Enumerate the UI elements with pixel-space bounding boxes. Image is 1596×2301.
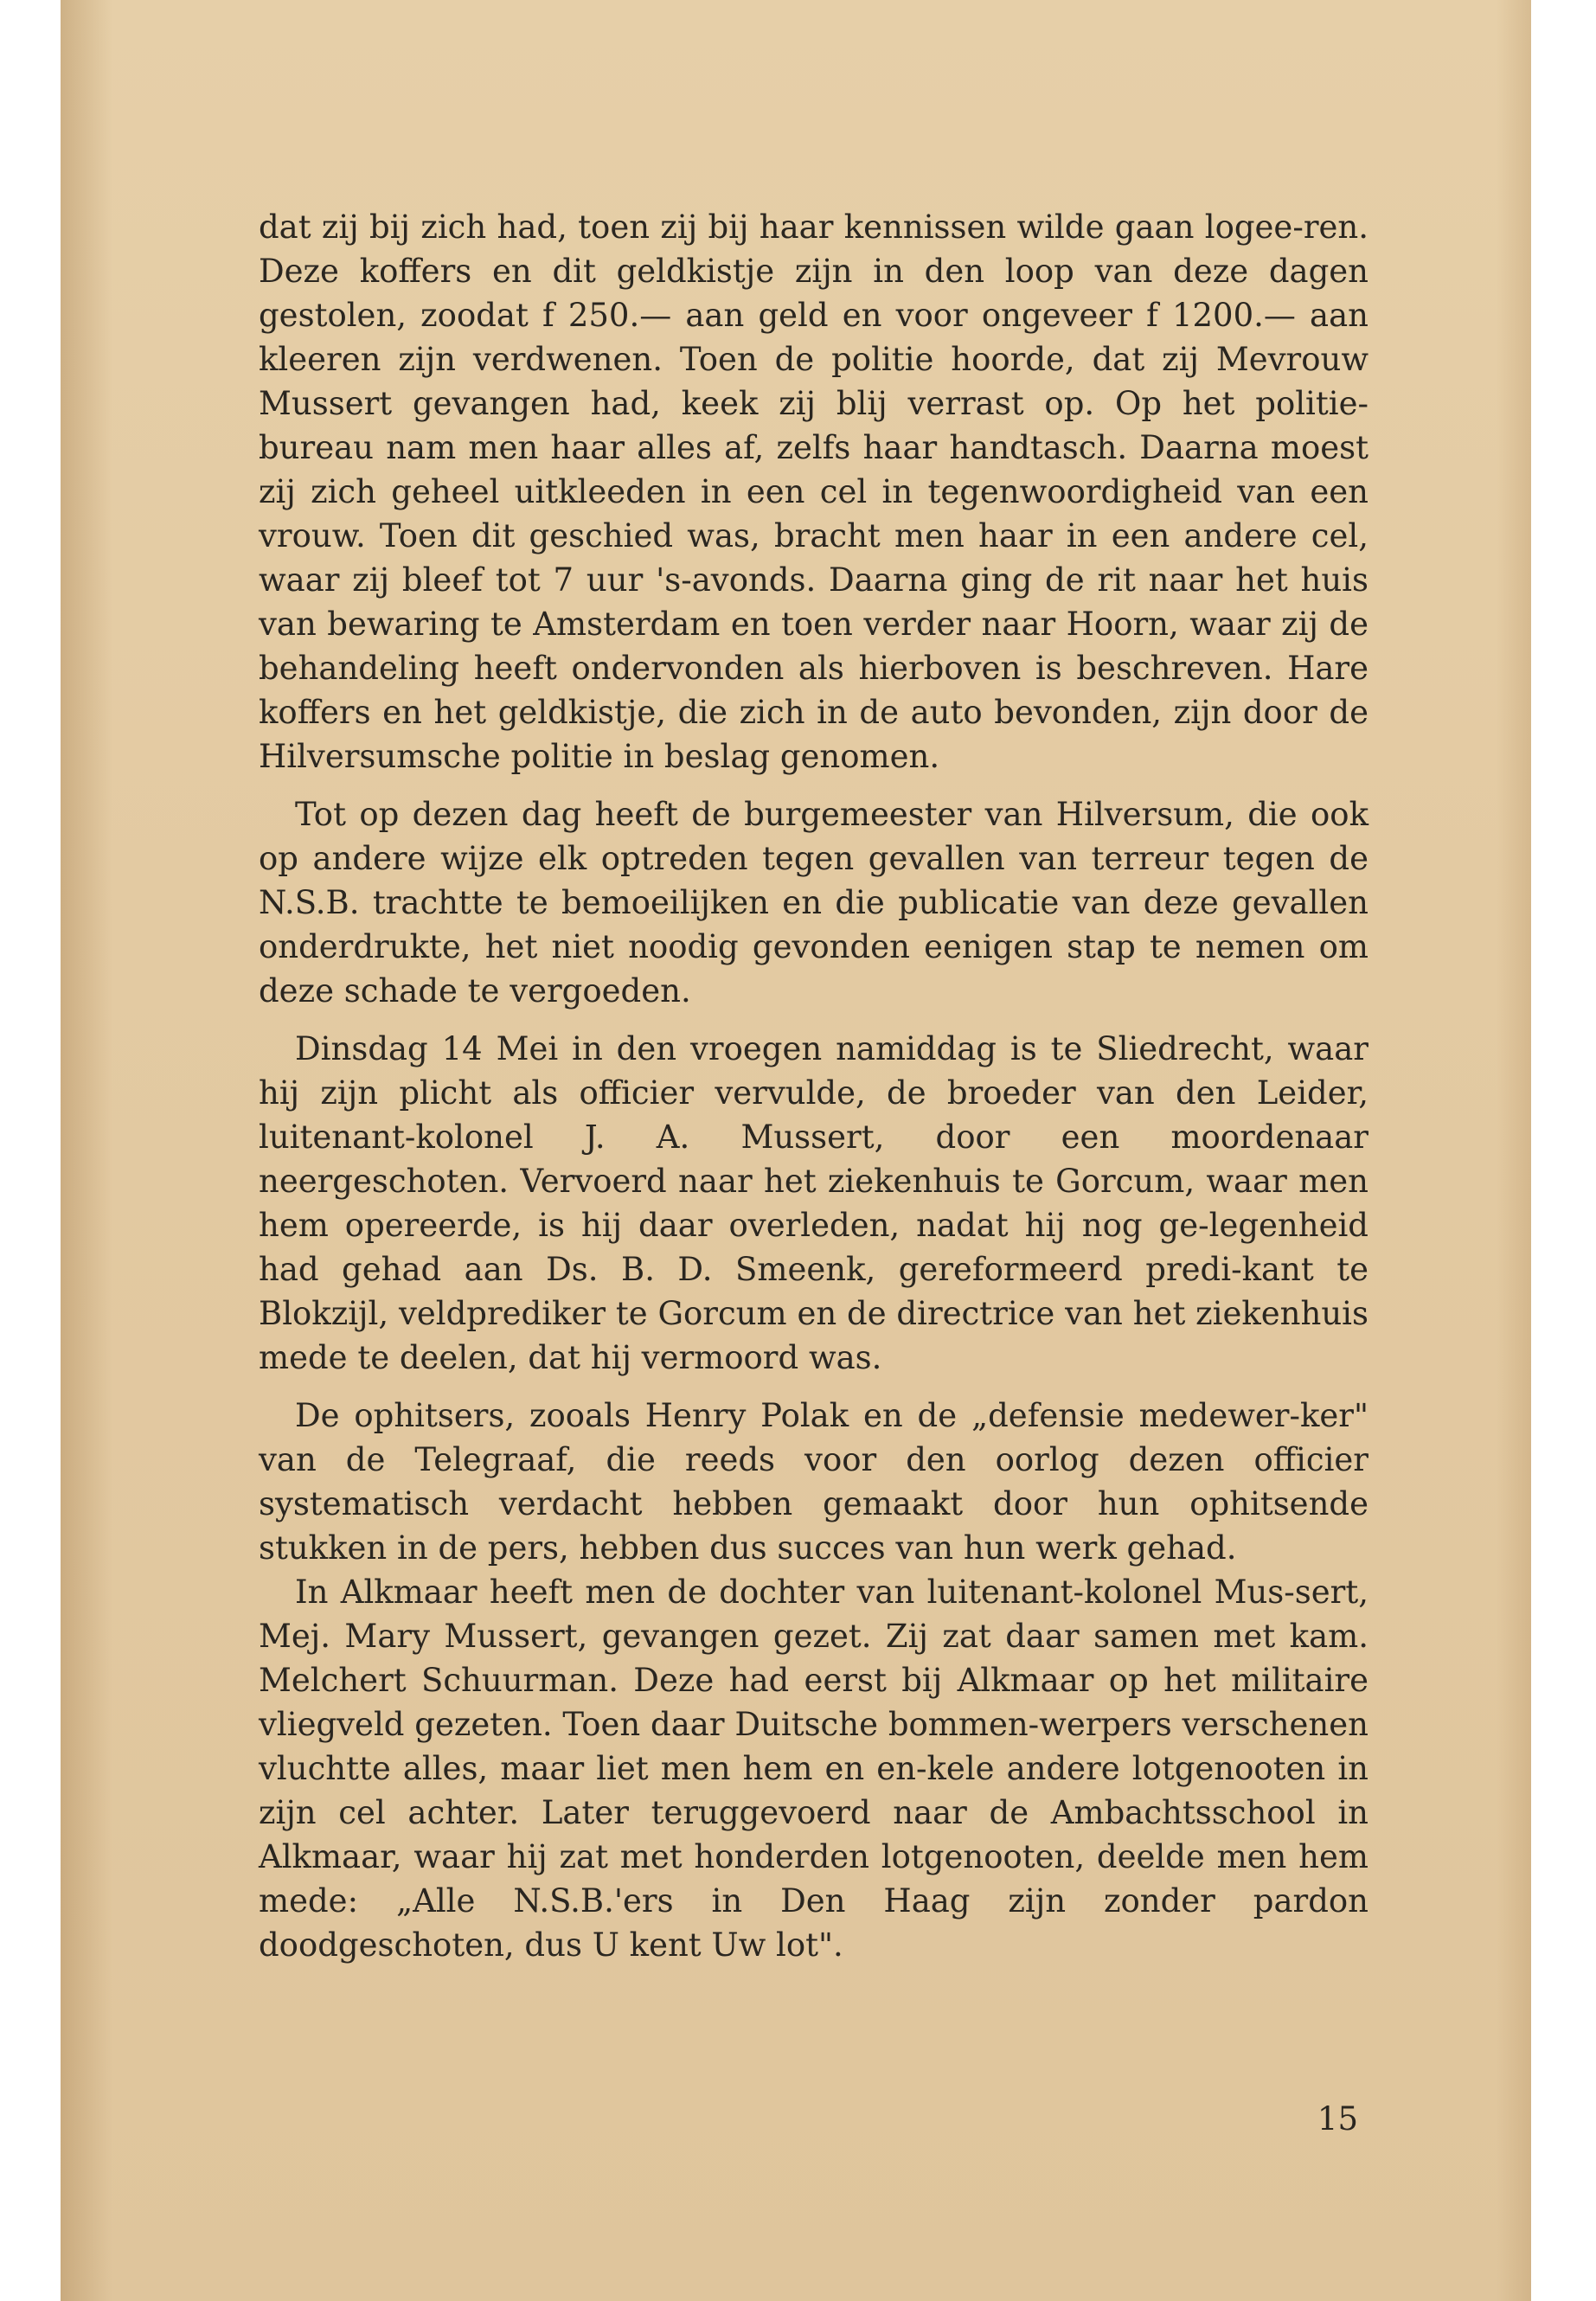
- book-page: [61, 0, 1531, 2301]
- paragraph-2: Tot op dezen dag heeft de burgemeester van Hilversum, die ook op andere wijze elk optreden tegen gevallen van terreur tegen de N.S.B. trachtte te bemoeilijken en die publicatie van deze gevallen onderdrukte, het niet noodig gevonden eenigen stap te nemen om deze schade te vergoeden.: [259, 796, 1368, 1009]
- paragraph-1: dat zij bij zich had, toen zij bij haar kennissen wilde gaan logee-ren. Deze koffers en dit geldkistje zijn in den loop van deze dagen gestolen, zoodat f 250.— aan geld en voor ongeveer f 1200.— aan kleeren zijn verdwenen. Toen de politie hoorde, dat zij Mevrouw Mussert gevangen had, keek zij blij verrast op. Op het politie-bureau nam men haar alles af, zelfs haar handtasch. Daarna moest zij zich geheel uitkleeden in een cel in tegenwoordigheid van een vrouw. Toen dit geschied was, bracht men haar in een andere cel, waar zij bleef tot 7 uur 's-avonds. Daarna ging de rit naar het huis van bewaring te Amsterdam en toen verder naar Hoorn, waar zij de behandeling heeft ondervonden als hierboven is beschreven. Hare koffers en het geldkistje, die zich in de auto bevonden, zijn door de Hilversumsche politie in beslag genomen.: [259, 208, 1368, 775]
- body-text: [259, 205, 1368, 1981]
- paragraph-4: De ophitsers, zooals Henry Polak en de „defensie medewer-ker" van de Telegraaf, die reeds voor den oorlog dezen officier systematisch verdacht hebben gemaakt door hun ophitsende stukken in de pers, hebben dus succes van hun werk gehad.: [259, 1397, 1368, 1567]
- paragraph-3: Dinsdag 14 Mei in den vroegen namiddag is te Sliedrecht, waar hij zijn plicht als officier vervulde, de broeder van den Leider, luitenant-kolonel J. A. Mussert, door een moordenaar neergeschoten. Vervoerd naar het ziekenhuis te Gorcum, waar men hem opereerde, is hij daar overleden, nadat hij nog ge-legenheid had gehad aan Ds. B. D. Smeenk, gereformeerd predi-kant te Blokzijl, veldprediker te Gorcum en de directrice van het ziekenhuis mede te deelen, dat hij vermoord was.: [259, 1030, 1368, 1376]
- paragraph-5: In Alkmaar heeft men de dochter van luitenant-kolonel Mus-sert, Mej. Mary Mussert, gevangen gezet. Zij zat daar samen met kam. Melchert Schuurman. Deze had eerst bij Alkmaar op het militaire vliegveld gezeten. Toen daar Duitsche bommen-werpers verschenen vluchtte alles, maar liet men hem en en-kele andere lotgenooten in zijn cel achter. Later teruggevoerd naar de Ambachtsschool in Alkmaar, waar hij zat met honderden lotgenooten, deelde men hem mede: „Alle N.S.B.'ers in Den Haag zijn zonder pardon doodgeschoten, dus U kent Uw lot".: [259, 1574, 1368, 1964]
- page-number: 15: [1317, 2100, 1358, 2138]
